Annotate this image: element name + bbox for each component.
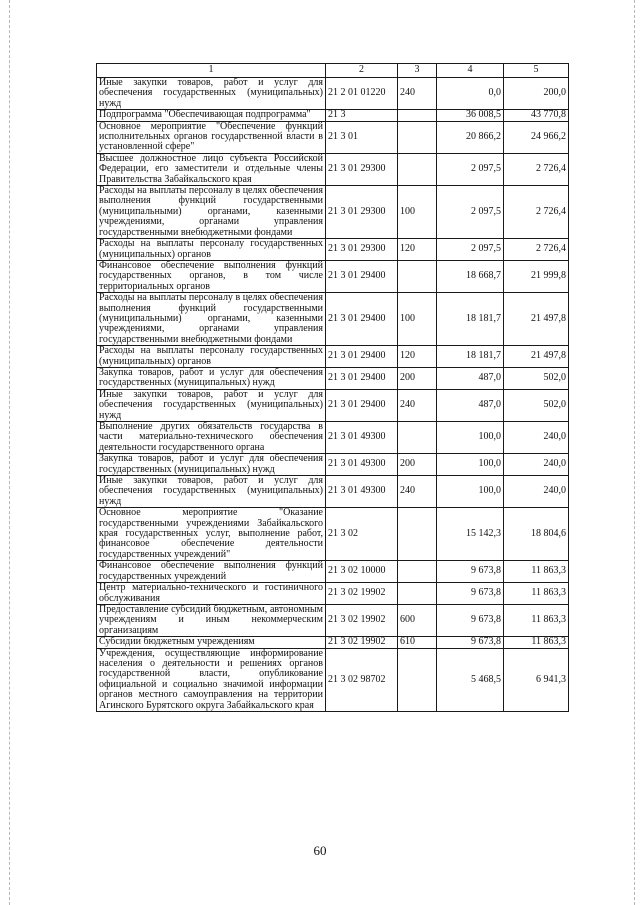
row-code: 21 3 02 98702 — [326, 648, 398, 711]
row-name: Иные закупки товаров, работ и услуг для обеспечения государственных (муниципальных) нужд — [97, 78, 326, 110]
row-value-col5: 11 863,3 — [504, 561, 569, 583]
row-name: Финансовое обеспечение выполнения функций государственных учреждений — [97, 561, 326, 583]
row-name: Основное мероприятие "Оказание государственными учреждениями Забайкальского края государственных услуг, выполнение работ, финансовое обеспечение деятельности государственных учреждений" — [97, 508, 326, 561]
row-code: 21 3 01 29400 — [326, 389, 398, 421]
header-col-1: 1 — [97, 64, 326, 78]
row-expense-type: 120 — [398, 239, 437, 261]
table-row — [97, 367, 569, 389]
row-name: Иные закупки товаров, работ и услуг для обеспечения государственных (муниципальных) нужд — [97, 476, 326, 508]
row-value-col5: 2 726,4 — [504, 153, 569, 185]
row-expense-type — [398, 110, 437, 121]
row-name: Закупка товаров, работ и услуг для обеспечения государственных (муниципальных) нужд — [97, 454, 326, 476]
row-value-col4: 2 097,5 — [437, 239, 504, 261]
row-code: 21 3 01 29400 — [326, 346, 398, 368]
row-expense-type: 120 — [398, 346, 437, 368]
row-expense-type: 200 — [398, 454, 437, 476]
table-header-row — [97, 64, 569, 78]
row-value-col4: 487,0 — [437, 389, 504, 421]
row-expense-type: 100 — [398, 186, 437, 239]
row-expense-type: 200 — [398, 367, 437, 389]
row-code: 21 2 01 01220 — [326, 78, 398, 110]
table-row — [97, 260, 569, 292]
row-name: Расходы на выплаты персоналу в целях обеспечения выполнения функций государственными (муниципальными) органами, казенными учреждениями, органами управления государственными внебюджетными фондами — [97, 293, 326, 346]
row-expense-type: 240 — [398, 389, 437, 421]
table-row — [97, 186, 569, 239]
header-col-3: 3 — [398, 64, 437, 78]
row-value-col4: 18 181,7 — [437, 293, 504, 346]
row-expense-type: 600 — [398, 604, 437, 636]
row-name: Расходы на выплаты персоналу государственных (муниципальных) органов — [97, 239, 326, 261]
row-value-col5: 6 941,3 — [504, 648, 569, 711]
row-code: 21 3 — [326, 110, 398, 121]
row-value-col5: 24 966,2 — [504, 121, 569, 153]
row-name: Выполнение других обязательств государства в части материально-технического обеспечения деятельности государственного органа — [97, 422, 326, 454]
table-row — [97, 293, 569, 346]
row-name: Учреждения, осуществляющие информирование населения о деятельности и решениях органов государственной власти, опубликование официальной и социально значимой информации органов местного самоуправления на территории Агинского Бурятского округа Забайкальского края — [97, 648, 326, 711]
row-value-col4: 100,0 — [437, 422, 504, 454]
table-row — [97, 153, 569, 185]
row-value-col4: 9 673,8 — [437, 637, 504, 648]
row-value-col5: 2 726,4 — [504, 186, 569, 239]
row-value-col5: 11 863,3 — [504, 583, 569, 605]
row-expense-type — [398, 561, 437, 583]
table-row — [97, 422, 569, 454]
row-value-col4: 18 668,7 — [437, 260, 504, 292]
row-code: 21 3 01 49300 — [326, 454, 398, 476]
row-value-col5: 240,0 — [504, 422, 569, 454]
row-value-col5: 200,0 — [504, 78, 569, 110]
row-value-col5: 11 863,3 — [504, 637, 569, 648]
row-expense-type: 240 — [398, 78, 437, 110]
row-expense-type — [398, 422, 437, 454]
budget-table — [96, 63, 569, 712]
row-value-col5: 2 726,4 — [504, 239, 569, 261]
header-col-5: 5 — [504, 64, 569, 78]
table-row — [97, 561, 569, 583]
row-expense-type — [398, 648, 437, 711]
row-value-col4: 487,0 — [437, 367, 504, 389]
table-row — [97, 583, 569, 605]
table-row — [97, 389, 569, 421]
row-value-col5: 21 497,8 — [504, 293, 569, 346]
row-expense-type: 100 — [398, 293, 437, 346]
row-value-col5: 43 770,8 — [504, 110, 569, 121]
row-expense-type — [398, 508, 437, 561]
scan-edge-left — [9, 0, 11, 905]
row-expense-type — [398, 583, 437, 605]
row-value-col4: 15 142,3 — [437, 508, 504, 561]
row-name: Закупка товаров, работ и услуг для обеспечения государственных (муниципальных) нужд — [97, 367, 326, 389]
row-code: 21 3 01 49300 — [326, 476, 398, 508]
row-name: Предоставление субсидий бюджетным, автономным учреждениям и иным некоммерческим организациям — [97, 604, 326, 636]
row-expense-type — [398, 121, 437, 153]
row-expense-type: 610 — [398, 637, 437, 648]
table-row — [97, 508, 569, 561]
row-value-col4: 100,0 — [437, 454, 504, 476]
row-value-col5: 240,0 — [504, 454, 569, 476]
row-name: Подпрограмма "Обеспечивающая подпрограмма" — [97, 110, 326, 121]
row-value-col5: 11 863,3 — [504, 604, 569, 636]
row-code: 21 3 01 29400 — [326, 260, 398, 292]
table-row — [97, 476, 569, 508]
row-code: 21 3 01 — [326, 121, 398, 153]
row-value-col4: 36 008,5 — [437, 110, 504, 121]
row-value-col4: 2 097,5 — [437, 186, 504, 239]
row-value-col4: 2 097,5 — [437, 153, 504, 185]
row-value-col4: 18 181,7 — [437, 346, 504, 368]
row-value-col4: 0,0 — [437, 78, 504, 110]
row-value-col4: 9 673,8 — [437, 583, 504, 605]
row-code: 21 3 02 19902 — [326, 583, 398, 605]
row-value-col4: 20 866,2 — [437, 121, 504, 153]
table-row — [97, 604, 569, 636]
row-expense-type: 240 — [398, 476, 437, 508]
table-body — [97, 78, 569, 712]
row-name: Финансовое обеспечение выполнения функций государственных органов, в том числе территориальных органов — [97, 260, 326, 292]
page-number: 60 — [313, 843, 327, 858]
table-row — [97, 454, 569, 476]
row-code: 21 3 02 — [326, 508, 398, 561]
table-row — [97, 121, 569, 153]
row-value-col5: 240,0 — [504, 476, 569, 508]
row-name: Расходы на выплаты персоналу государственных (муниципальных) органов — [97, 346, 326, 368]
header-col-4: 4 — [437, 64, 504, 78]
row-code: 21 3 02 19902 — [326, 604, 398, 636]
row-value-col4: 9 673,8 — [437, 604, 504, 636]
row-value-col5: 502,0 — [504, 367, 569, 389]
row-value-col4: 100,0 — [437, 476, 504, 508]
row-code: 21 3 01 29300 — [326, 239, 398, 261]
table-row — [97, 637, 569, 648]
row-value-col5: 21 999,8 — [504, 260, 569, 292]
row-code: 21 3 01 29400 — [326, 293, 398, 346]
row-code: 21 3 01 29400 — [326, 367, 398, 389]
table-row — [97, 346, 569, 368]
table-row — [97, 648, 569, 711]
row-expense-type — [398, 260, 437, 292]
table-row — [97, 78, 569, 110]
row-name: Расходы на выплаты персоналу в целях обеспечения выполнения функций государственными (муниципальными) органами, казенными учреждениями, органами управления государственными внебюджетными фондами — [97, 186, 326, 239]
scan-edge-right — [634, 0, 636, 905]
row-name: Центр материально-технического и гостиничного обслуживания — [97, 583, 326, 605]
row-code: 21 3 02 10000 — [326, 561, 398, 583]
row-code: 21 3 01 29300 — [326, 186, 398, 239]
row-code: 21 3 01 29300 — [326, 153, 398, 185]
row-value-col4: 9 673,8 — [437, 561, 504, 583]
row-name: Субсидии бюджетным учреждениям — [97, 637, 326, 648]
row-code: 21 3 02 19902 — [326, 637, 398, 648]
row-name: Иные закупки товаров, работ и услуг для обеспечения государственных (муниципальных) нужд — [97, 389, 326, 421]
row-code: 21 3 01 49300 — [326, 422, 398, 454]
table-row — [97, 239, 569, 261]
row-value-col4: 5 468,5 — [437, 648, 504, 711]
row-value-col5: 502,0 — [504, 389, 569, 421]
row-expense-type — [398, 153, 437, 185]
row-value-col5: 18 804,6 — [504, 508, 569, 561]
row-value-col5: 21 497,8 — [504, 346, 569, 368]
header-col-2: 2 — [326, 64, 398, 78]
row-name: Высшее должностное лицо субъекта Российской Федерации, его заместители и отдельные члены Правительства Забайкальского края — [97, 153, 326, 185]
table-row — [97, 110, 569, 121]
row-name: Основное мероприятие "Обеспечение функций исполнительных органов государственной власти в установленной сфере" — [97, 121, 326, 153]
